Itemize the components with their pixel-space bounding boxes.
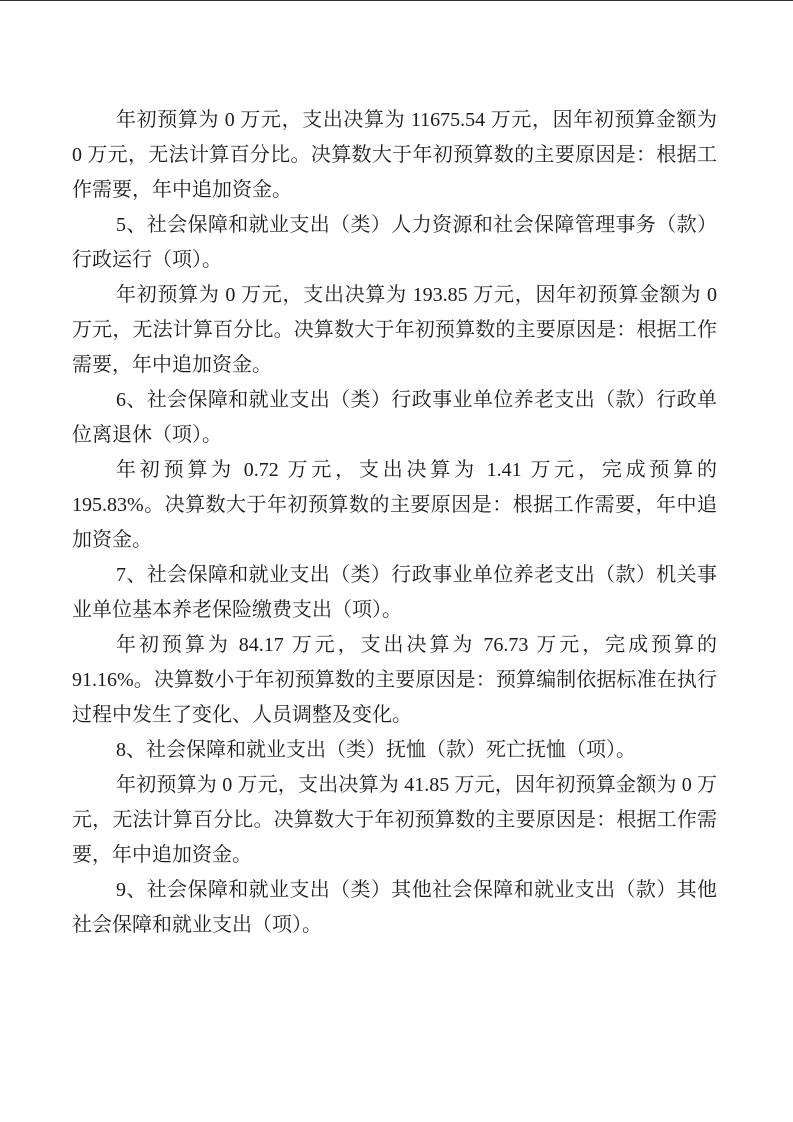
text-line: 位离退休（项）。 [72, 424, 222, 446]
text-line: 社会保障和就业支出（项）。 [72, 914, 322, 936]
para-figures-item-5 [72, 278, 717, 383]
para-figures-item-7 [72, 628, 717, 733]
text-line: 6、社会保障和就业支出（类）行政事业单位养老支出（款）行政单 [116, 389, 717, 411]
text-line: 年初预算为 84.17 万元，支出决算为 76.73 万元，完成预算的 [116, 634, 717, 656]
text-line: 年初预算为 0 万元，支出决算为 11675.54 万元，因年初预算金额为 [116, 109, 717, 131]
text-line: 7、社会保障和就业支出（类）行政事业单位养老支出（款）机关事 [116, 564, 717, 586]
page-top-edge-line [0, 0, 793, 1]
text-line: 过程中发生了变化、人员调整及变化。 [72, 704, 412, 726]
text-line: 年初预算为 0 万元，支出决算为 193.85 万元，因年初预算金额为 0 [116, 284, 717, 306]
text-line: 0 万元，无法计算百分比。决算数大于年初预算数的主要原因是：根据工 [72, 144, 717, 166]
text-line: 195.83%。决算数大于年初预算数的主要原因是：根据工作需要，年中追 [72, 494, 717, 516]
text-line: 年初预算为 0.72 万元，支出决算为 1.41 万元，完成预算的 [116, 459, 717, 481]
para-figures-item-8 [72, 768, 717, 873]
para-item-5-title [72, 208, 717, 278]
text-line: 5、社会保障和就业支出（类）人力资源和社会保障管理事务（款） [116, 214, 717, 236]
text-line: 91.16%。决算数小于年初预算数的主要原因是：预算编制依据标准在执行 [72, 669, 717, 691]
para-item-9-title [72, 873, 717, 943]
text-line: 9、社会保障和就业支出（类）其他社会保障和就业支出（款）其他 [116, 879, 717, 901]
document-body [72, 103, 717, 943]
text-line: 需要，年中追加资金。 [72, 354, 272, 376]
para-item-6-title [72, 383, 717, 453]
text-line: 年初预算为 0 万元，支出决算为 41.85 万元，因年初预算金额为 0 万 [116, 774, 717, 796]
para-item-8-title [72, 733, 717, 768]
text-line: 加资金。 [72, 529, 152, 551]
text-line: 万元，无法计算百分比。决算数大于年初预算数的主要原因是：根据工作 [72, 319, 717, 341]
para-figures-item-6 [72, 453, 717, 558]
text-line: 作需要，年中追加资金。 [72, 179, 292, 201]
text-line: 元，无法计算百分比。决算数大于年初预算数的主要原因是：根据工作需 [72, 809, 717, 831]
text-line: 行政运行（项）。 [72, 249, 222, 271]
para-item-7-title [72, 558, 717, 628]
text-line: 8、社会保障和就业支出（类）抚恤（款）死亡抚恤（项）。 [116, 739, 636, 761]
text-line: 要，年中追加资金。 [72, 844, 252, 866]
text-line: 业单位基本养老保险缴费支出（项）。 [72, 599, 402, 621]
para-figures-item-4 [72, 103, 717, 208]
